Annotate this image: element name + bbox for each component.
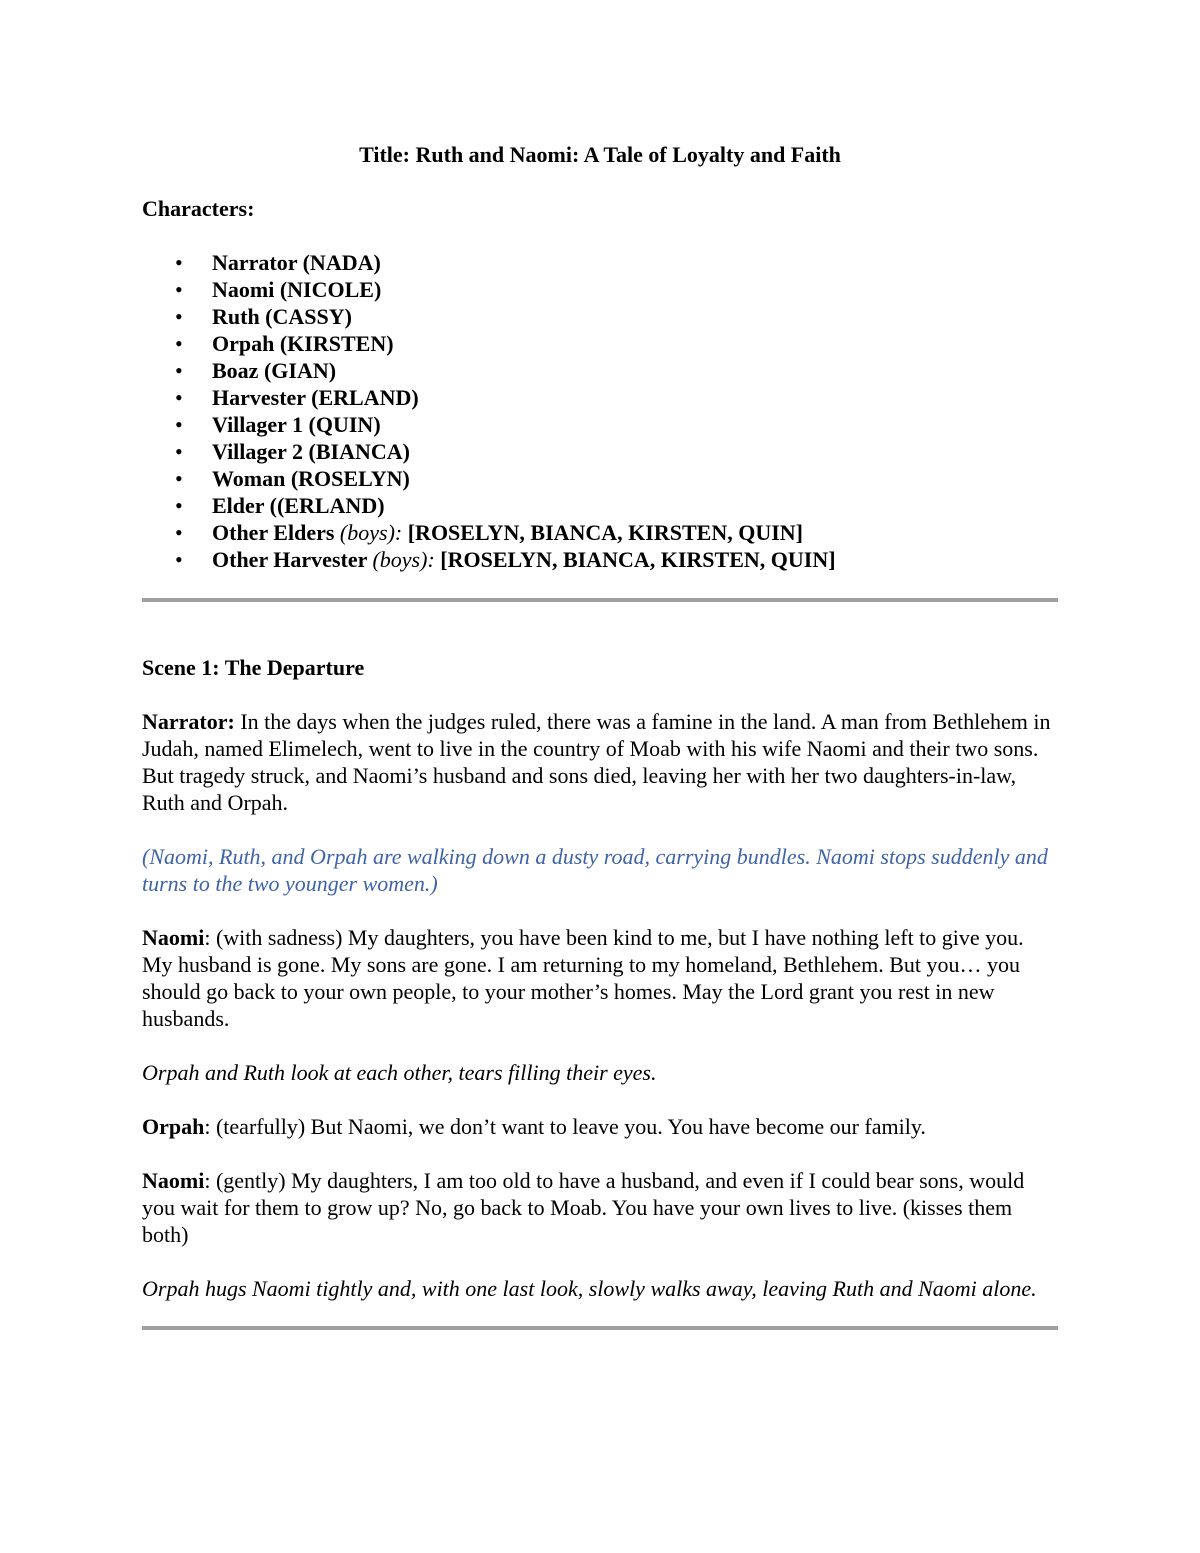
speaker-name: Naomi	[142, 925, 205, 950]
bullet-icon: •	[175, 439, 183, 464]
bullet-icon: •	[175, 385, 183, 410]
characters-heading: Characters:	[142, 196, 255, 221]
bullet-icon: •	[175, 547, 183, 572]
character-item	[142, 303, 1058, 330]
stage-direction: Orpah hugs Naomi tightly and, with one last look, slowly walks away, leaving Ruth and Naomi alone.	[142, 1276, 1037, 1301]
character-item	[142, 276, 1058, 303]
character-item-other-harvester	[142, 546, 1058, 573]
character-text: Woman (ROSELYN)	[212, 466, 410, 491]
bullet-icon: •	[175, 412, 183, 437]
character-text: Orpah (KIRSTEN)	[212, 331, 394, 356]
bullet-icon: •	[175, 331, 183, 356]
character-item	[142, 492, 1058, 519]
character-item	[142, 384, 1058, 411]
horizontal-rule	[142, 1326, 1058, 1330]
dialogue-text: : (tearfully) But Naomi, we don’t want to leave you. You have become our family.	[204, 1114, 926, 1139]
other-harvester-note: (boys):	[372, 547, 435, 572]
bullet-icon: •	[175, 520, 183, 545]
speaker-name: Naomi	[142, 1168, 205, 1193]
character-text: Naomi (NICOLE)	[212, 277, 382, 302]
other-harvester-names: [ROSELYN, BIANCA, KIRSTEN, QUIN]	[434, 547, 836, 572]
bullet-icon: •	[175, 250, 183, 275]
character-text: Elder ((ERLAND)	[212, 493, 385, 518]
horizontal-rule	[142, 598, 1058, 602]
character-text: Ruth (CASSY)	[212, 304, 352, 329]
speaker-name: Orpah	[142, 1114, 205, 1139]
bullet-icon: •	[175, 493, 183, 518]
bullet-icon: •	[175, 277, 183, 302]
stage-direction: Orpah and Ruth look at each other, tears filling their eyes.	[142, 1060, 657, 1085]
character-text: Villager 2 (BIANCA)	[212, 439, 410, 464]
other-elders-prefix: Other Elders	[212, 520, 340, 545]
character-list	[142, 249, 1058, 573]
character-item	[142, 330, 1058, 357]
other-elders-note: (boys):	[339, 520, 403, 545]
dialogue-paragraph	[142, 924, 1058, 1032]
scene-heading: Scene 1: The Departure	[142, 655, 365, 680]
bullet-icon: •	[175, 466, 183, 491]
document-title: Title: Ruth and Naomi: A Tale of Loyalty and Faith	[359, 142, 841, 167]
character-text: Boaz (GIAN)	[212, 358, 337, 383]
character-item	[142, 249, 1058, 276]
dialogue-text: : (gently) My daughters, I am too old to have a husband, and even if I could bear sons, would you wait for them to grow up? No, go back to Moab. You have your own lives to live. (kisses them both)	[142, 1168, 1025, 1247]
dialogue-paragraph	[142, 1167, 1058, 1248]
character-text: Narrator (NADA)	[212, 250, 381, 275]
narrator-paragraph	[142, 708, 1058, 816]
character-text: Villager 1 (QUIN)	[212, 412, 381, 437]
other-harvester-prefix: Other Harvester	[212, 547, 373, 572]
bullet-icon: •	[175, 304, 183, 329]
speaker-name: Narrator:	[142, 709, 235, 734]
other-elders-names: [ROSELYN, BIANCA, KIRSTEN, QUIN]	[402, 520, 803, 545]
dialogue-paragraph	[142, 1113, 1058, 1140]
character-item	[142, 357, 1058, 384]
character-item-other-elders	[142, 519, 1058, 546]
dialogue-text: In the days when the judges ruled, there was a famine in the land. A man from Bethlehem in Judah, named Elimelech, went to live in the country of Moab with his wife Naomi and their two sons. But tragedy struck, and Naomi’s husband and sons died, leaving her with her two daughters-in-law, Ruth and Orpah.	[142, 709, 1051, 815]
character-item	[142, 465, 1058, 492]
character-text: Harvester (ERLAND)	[212, 385, 419, 410]
character-item	[142, 411, 1058, 438]
bullet-icon: •	[175, 358, 183, 383]
dialogue-text: : (with sadness) My daughters, you have been kind to me, but I have nothing left to give you. My husband is gone. My sons are gone. I am returning to my homeland, Bethlehem. But you… you should go back to your own people, to your mother’s homes. May the Lord grant you rest in new husbands.	[142, 925, 1024, 1031]
stage-direction: (Naomi, Ruth, and Orpah are walking down a dusty road, carrying bundles. Naomi stops suddenly and turns to the two younger women.)	[142, 844, 1048, 896]
character-item	[142, 438, 1058, 465]
document-page	[142, 141, 1058, 1330]
